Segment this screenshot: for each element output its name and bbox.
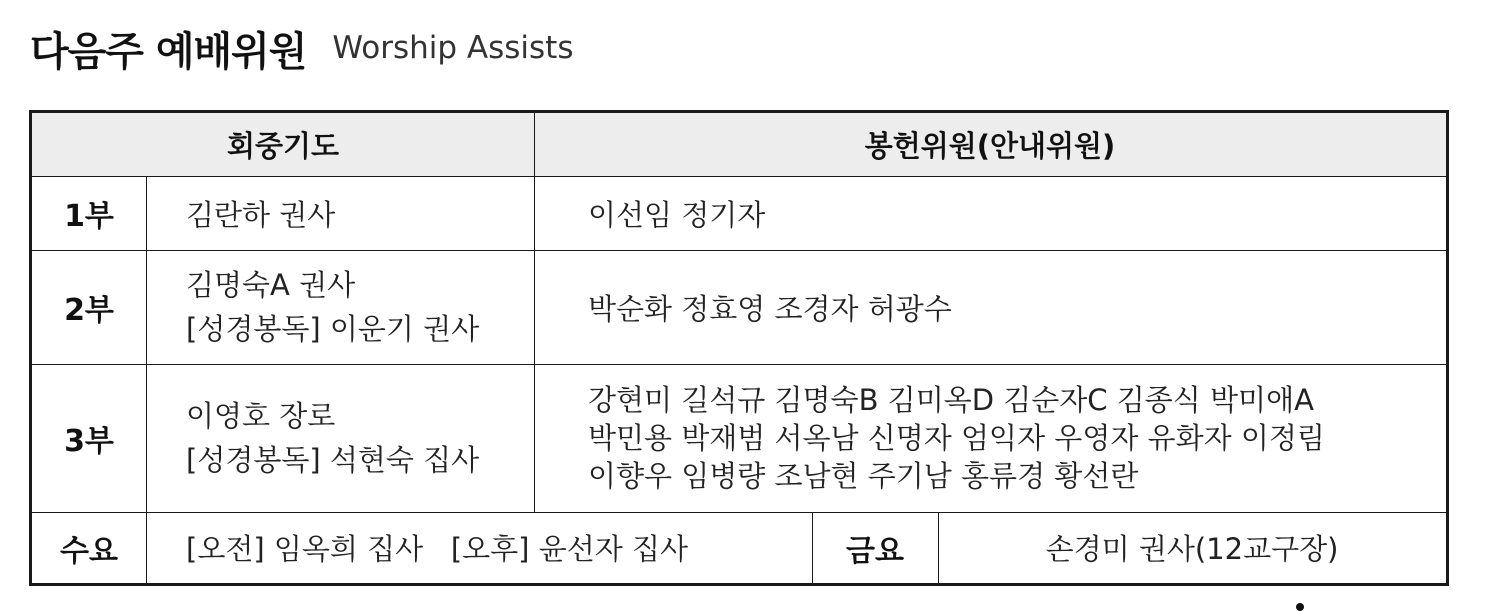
worship-assists-table: [29, 110, 1449, 586]
grid-line: [812, 512, 813, 583]
grid-line: [32, 364, 1446, 365]
prayer-line: [성경봉독] 석현숙 집사: [186, 443, 480, 477]
header-prayer: 회중기도: [32, 113, 534, 176]
grid-line: [32, 512, 1446, 513]
friday-label: 금요: [846, 533, 904, 569]
offering-cell-3: [534, 364, 1446, 512]
offering-line: 박민용 박재범 서옥남 신명자 엄익자 우영자 유화자 이정림: [588, 421, 1325, 455]
prayer-cell-2: [146, 250, 534, 364]
prayer-line: 이영호 장로: [186, 399, 336, 433]
prayer-cell-1: 김란하 권사: [186, 197, 336, 232]
offering-cell-2: 박순화 정효영 조경자 허광수: [588, 291, 952, 326]
page-title: 다음주 예배위원: [30, 28, 307, 75]
page-subtitle: Worship Assists: [332, 30, 574, 66]
row-label-3: 3부: [64, 424, 114, 459]
prayer-line: [성경봉독] 이운기 권사: [186, 312, 480, 346]
row-label-1: 1부: [64, 199, 114, 234]
friday-value: 손경미 권사(12교구장): [1045, 532, 1339, 566]
header-offering: 봉헌위원(안내위원): [534, 113, 1446, 176]
decorative-dot: [1296, 603, 1304, 611]
grid-line: [146, 176, 147, 583]
offering-cell-1: 이선임 정기자: [588, 197, 766, 232]
wednesday-label: 수요: [60, 533, 118, 569]
prayer-cell-3: [146, 364, 534, 512]
grid-line: [938, 512, 939, 583]
wednesday-value: [오전] 임옥희 집사 [오후] 윤선자 집사: [186, 532, 688, 566]
row-label-2: 2부: [64, 293, 114, 328]
grid-line: [32, 250, 1446, 251]
prayer-line: 김명숙A 권사: [186, 268, 356, 302]
offering-line: 강현미 길석규 김명숙B 김미옥D 김순자C 김종식 박미애A: [588, 383, 1314, 417]
grid-line: [534, 113, 535, 512]
page-title-row: [30, 18, 573, 78]
offering-line: 이향우 임병량 조남현 주기남 홍류경 황선란: [588, 459, 1139, 493]
grid-line: [32, 176, 1446, 177]
